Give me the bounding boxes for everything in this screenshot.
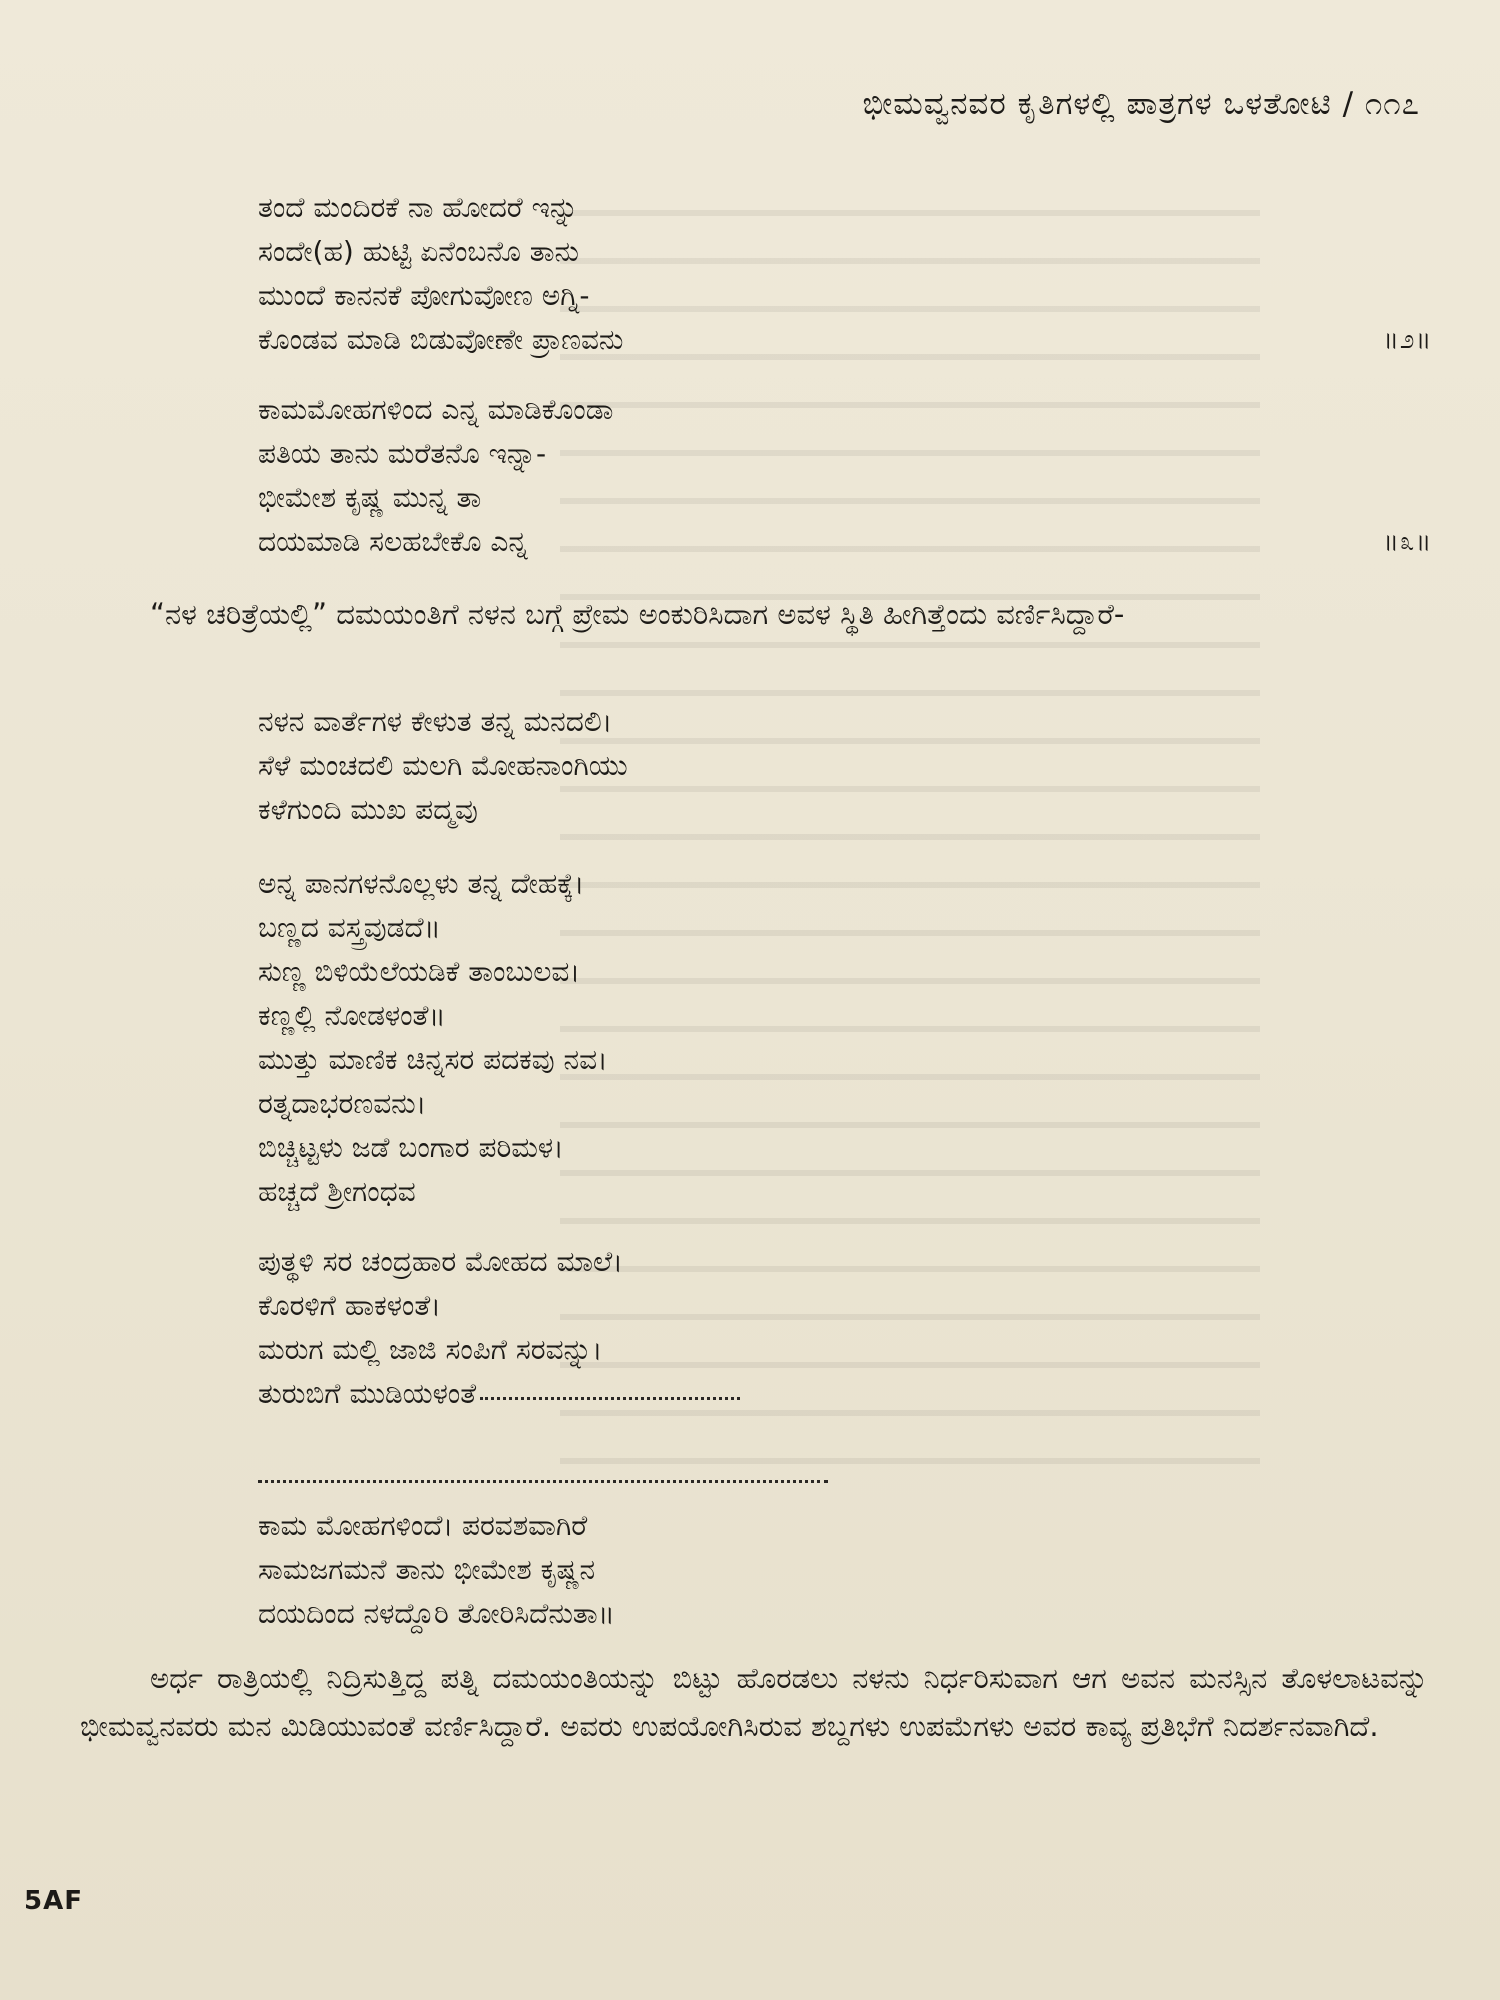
verse-line: [258, 1372, 1448, 1416]
song-group-1: [258, 700, 1448, 832]
verse-line: ಪತಿಯ ತಾನು ಮರೆತನೊ ಇನ್ನಾ-: [258, 437, 547, 470]
verse-line: ಕಣ್ಣಲ್ಲಿ ನೋಡಳಂತೆ॥: [258, 999, 446, 1032]
verse-line: [258, 520, 1448, 564]
running-head: ಭೀಮವ್ವನವರ ಕೃತಿಗಳಲ್ಲಿ ಪಾತ್ರಗಳ ಒಳತೋಟಿ / ೧೧೭: [862, 86, 1420, 122]
song-group-3: [258, 1240, 1448, 1416]
verse-line: ರತ್ನದಾಭರಣವನು।: [258, 1087, 427, 1120]
verse-line: ಕೊರಳಿಗೆ ಹಾಕಳಂತೆ।: [258, 1289, 441, 1322]
verse-line: ಹಚ್ಚದೆ ಶ್ರೀಗಂಧವ: [258, 1175, 416, 1208]
verse-line: ಕಳೆಗುಂದಿ ಮುಖ ಪದ್ಮವು: [258, 793, 478, 826]
verse-line: [258, 318, 1448, 362]
stanza-2: [258, 388, 1448, 564]
verse-text: ದಯಮಾಡಿ ಸಲಹಬೇಕೊ ಎನ್ನ: [258, 525, 528, 558]
song-group-4: [258, 1504, 1448, 1636]
printer-signature-mark: 5AF: [24, 1886, 83, 1916]
verse-line: ಸೆಳೆ ಮಂಚದಲಿ ಮಲಗಿ ಮೋಹನಾಂಗಿಯು: [258, 749, 628, 782]
verse-line: ಅನ್ನ ಪಾನಗಳನೊಲ್ಲಳು ತನ್ನ ದೇಹಕ್ಕೆ।: [258, 867, 585, 900]
verse-line: ತಂದೆ ಮಂದಿರಕೆ ನಾ ಹೋದರೆ ಇನ್ನು: [258, 191, 579, 224]
paragraph-intro: “ನಳ ಚರಿತ್ರೆಯಲ್ಲಿ” ದಮಯಂತಿಗೆ ನಳನ ಬಗ್ಗೆ ಪ್ರೇಮ ಅಂಕುರಿಸಿದಾಗ ಅವಳ ಸ್ಥಿತಿ ಹೀಗಿತ್ತೆಂದು ವರ್ಣಿಸಿದ್ದಾರೆ-: [150, 597, 1125, 631]
ellipsis-dots: [480, 1391, 740, 1400]
verse-line: ನಳನ ವಾರ್ತೆಗಳ ಕೇಳುತ ತನ್ನ ಮನದಲಿ।: [258, 705, 613, 738]
song-group-2: [258, 862, 1448, 1214]
stanza-1: [258, 186, 1448, 362]
verse-line: ಬಣ್ಣದ ವಸ್ತ್ರವುಡದೆ॥: [258, 911, 441, 944]
verse-line: ಮರುಗ ಮಲ್ಲಿ ಜಾಜಿ ಸಂಪಿಗೆ ಸರವನ್ನು।: [258, 1333, 603, 1366]
verse-text: ತುರುಬಿಗೆ ಮುಡಿಯಳಂತೆ: [258, 1377, 477, 1410]
verse-line: ಮುಂದೆ ಕಾನನಕೆ ಪೋಗುವೋಣ ಅಗ್ನಿ-: [258, 279, 590, 312]
verse-line: ಕಾಮಮೋಹಗಳಿಂದ ಎನ್ನ ಮಾಡಿಕೊಂಡಾ: [258, 393, 614, 426]
paragraph-analysis: ಅರ್ಧ ರಾತ್ರಿಯಲ್ಲಿ ನಿದ್ರಿಸುತ್ತಿದ್ದ ಪತ್ನಿ ದಮಯಂತಿಯನ್ನು ಬಿಟ್ಟು ಹೊರಡಲು ನಳನು ನಿರ್ಧರಿಸುವಾಗ ಆಗ ಅವನ ಮನಸ್ಸಿನ ತೊಳಲಾಟವನ್ನು ಭೀಮವ್ವನವರು ಮನ ಮಿಡಿಯುವಂತೆ ವರ್ಣಿಸಿದ್ದಾರೆ. ಅವರು ಉಪಯೋಗಿಸಿರುವ ಶಬ್ದಗಳು ಉಪಮೆಗಳು ಅವರ ಕಾವ್ಯ ಪ್ರತಿಭೆಗೆ ನಿದರ್ಶನವಾಗಿದೆ.: [80, 1661, 1428, 1743]
verse-line: ಕಾಮ ಮೋಹಗಳಿಂದೆ। ಪರವಶವಾಗಿರೆ: [258, 1509, 588, 1542]
verse-line: ಮುತ್ತು ಮಾಣಿಕ ಚಿನ್ನಸರ ಪದಕವು ನವ।: [258, 1043, 608, 1076]
verse-text: ಕೊಂಡವ ಮಾಡಿ ಬಿಡುವೋಣೇ ಪ್ರಾಣವನು: [258, 323, 624, 356]
verse-line: ಬಿಚ್ಚಿಟ್ಟಳು ಜಡೆ ಬಂಗಾರ ಪರಿಮಳ।: [258, 1131, 564, 1164]
verse-line: ದಯದಿಂದ ನಳದ್ದೊರಿ ತೋರಿಸಿದೆನುತಾ॥: [258, 1597, 615, 1630]
verse-line: ಸಾಮಜಗಮನೆ ತಾನು ಭೀಮೇಶ ಕೃಷ್ಣನ: [258, 1553, 596, 1586]
omission-dotted-line: [258, 1474, 828, 1483]
verse-number: ॥೨॥: [1383, 325, 1433, 355]
verse-line: ಸಂದೇ(ಹ) ಹುಟ್ಟಿ ಏನೆಂಬನೊ ತಾನು: [258, 235, 579, 268]
verse-line: ಸುಣ್ಣ ಬಿಳಿಯೆಲೆಯಡಿಕೆ ತಾಂಬುಲವ।: [258, 955, 581, 988]
verse-line: ಪುತ್ಥಳಿ ಸರ ಚಂದ್ರಹಾರ ಮೋಹದ ಮಾಲೆ।: [258, 1245, 623, 1278]
verse-number: ॥೩॥: [1383, 527, 1433, 557]
verse-line: ಭೀಮೇಶ ಕೃಷ್ಣ ಮುನ್ನ ತಾ: [258, 481, 482, 514]
